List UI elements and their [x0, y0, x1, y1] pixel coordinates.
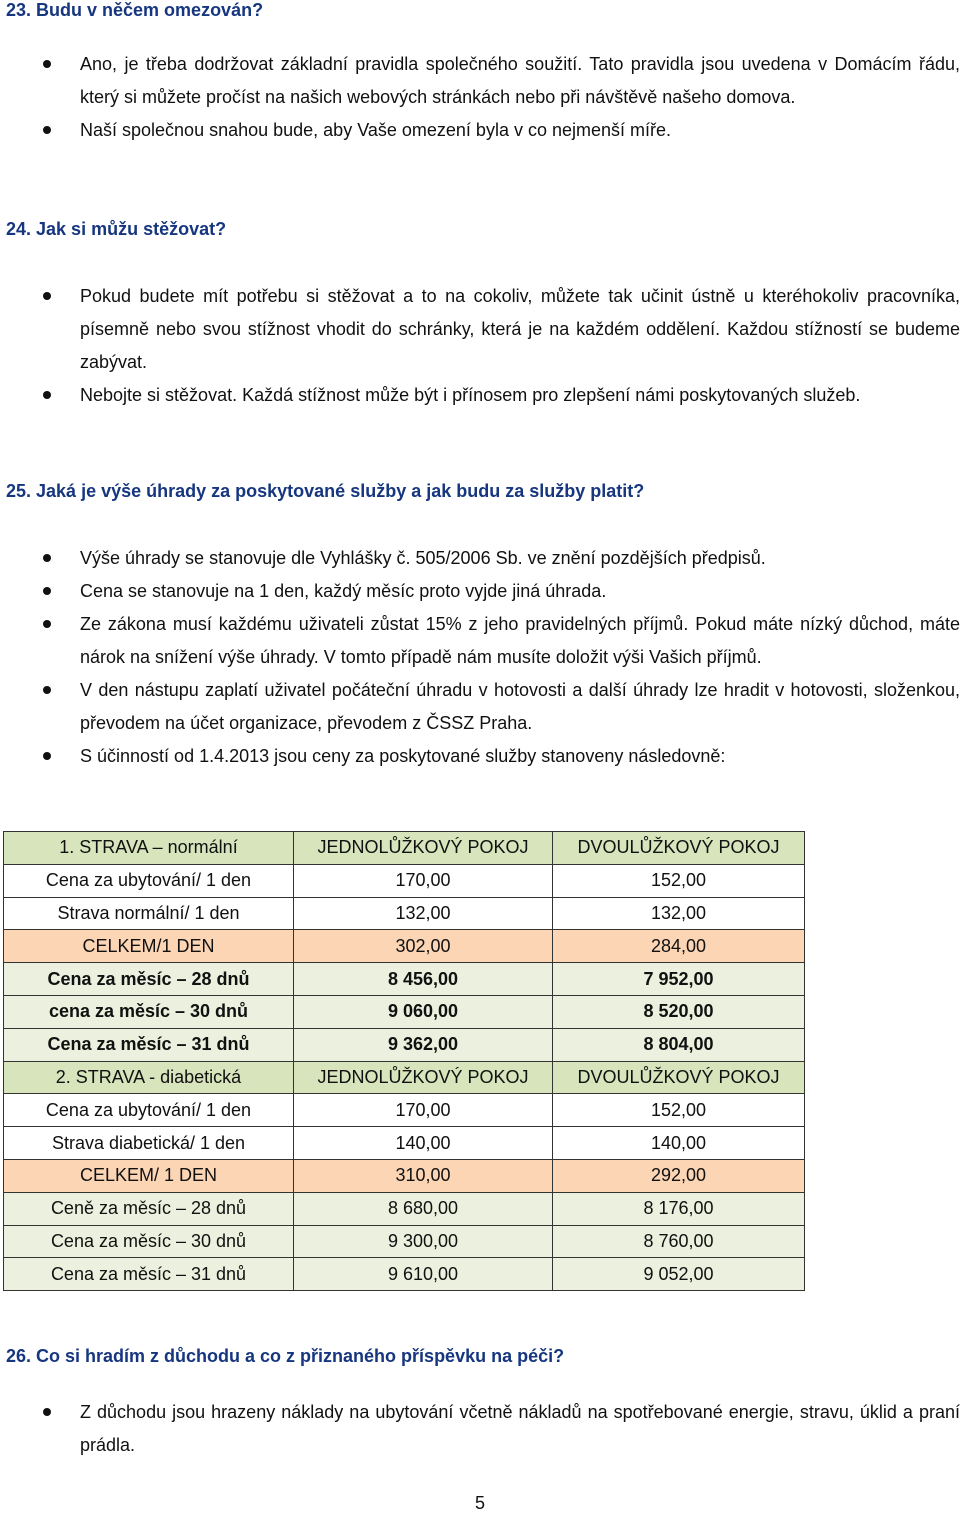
- table-row: [4, 1225, 805, 1258]
- table-cell: CELKEM/ 1 DEN: [4, 1159, 294, 1192]
- bullet-icon: [43, 752, 51, 760]
- table-row: [4, 832, 805, 865]
- table-cell: 132,00: [553, 897, 805, 930]
- list-item: Ze zákona musí každému uživateli zůstat 15% z jeho pravidelných příjmů. Pokud máte nízký důchod, máte nárok na snížení výše úhrady. V tomto případě nám musíte doložit výši Vašich příjmů.: [0, 608, 960, 674]
- table-cell: Cena za měsíc – 28 dnů: [4, 963, 294, 996]
- bullet-icon: [43, 391, 51, 399]
- table-cell: 152,00: [553, 864, 805, 897]
- table-cell: 292,00: [553, 1159, 805, 1192]
- table-cell: Ceně za měsíc – 28 dnů: [4, 1192, 294, 1225]
- list-section-25: [0, 542, 960, 773]
- list-item: Z důchodu jsou hrazeny náklady na ubytování včetně nákladů na spotřebované energie, stravu, úklid a praní prádla.: [0, 1396, 960, 1462]
- heading-section-25: 25. Jaká je výše úhrady za poskytované služby a jak budu za služby platit?: [6, 481, 645, 501]
- bullet-icon: [43, 686, 51, 694]
- list-section-26: [0, 1396, 960, 1462]
- page-number: 5: [474, 1493, 485, 1513]
- list-item: Cena se stanovuje na 1 den, každý měsíc proto vyjde jiná úhrada.: [0, 575, 960, 608]
- bullet-icon: [43, 554, 51, 562]
- table-cell: 1. STRAVA – normální: [4, 832, 294, 865]
- table-cell: 284,00: [553, 930, 805, 963]
- list-section-23: [0, 48, 960, 147]
- list-item: Výše úhrady se stanovuje dle Vyhlášky č. 505/2006 Sb. ve znění pozdějších předpisů.: [0, 542, 960, 575]
- table-cell: 310,00: [294, 1159, 553, 1192]
- table-cell: Cena za ubytování/ 1 den: [4, 1094, 294, 1127]
- table-cell: 8 520,00: [553, 995, 805, 1028]
- bullet-icon: [43, 1408, 51, 1416]
- heading-section-24: 24. Jak si můžu stěžovat?: [6, 219, 227, 239]
- list-item: Naší společnou snahou bude, aby Vaše omezení byla v co nejmenší míře.: [0, 114, 960, 147]
- table-row: [4, 930, 805, 963]
- list-item: Ano, je třeba dodržovat základní pravidla společného soužití. Tato pravidla jsou uvedena v Domácím řádu, který si můžete pročíst na našich webových stránkách nebo při návštěvě našeho domova.: [0, 48, 960, 114]
- table-row: [4, 1094, 805, 1127]
- table-cell: JEDNOLŮŽKOVÝ POKOJ: [294, 1061, 553, 1094]
- list-section-24: [0, 280, 960, 412]
- list-item: S účinností od 1.4.2013 jsou ceny za poskytované služby stanoveny následovně:: [0, 740, 960, 773]
- table-cell: 8 680,00: [294, 1192, 553, 1225]
- list-item: V den nástupu zaplatí uživatel počáteční úhradu v hotovosti a další úhrady lze hradit v hotovosti, složenkou, převodem na účet organizace, převodem z ČSSZ Praha.: [0, 674, 960, 740]
- price-table: [3, 831, 805, 1291]
- list-item: Nebojte si stěžovat. Každá stížnost může být i přínosem pro zlepšení námi poskytovaných služeb.: [0, 379, 960, 412]
- table-row: [4, 1127, 805, 1160]
- table-cell: Cena za měsíc – 31 dnů: [4, 1258, 294, 1291]
- table-cell: cena za měsíc – 30 dnů: [4, 995, 294, 1028]
- table-cell: 7 952,00: [553, 963, 805, 996]
- table-cell: 132,00: [294, 897, 553, 930]
- table-cell: 8 760,00: [553, 1225, 805, 1258]
- table-cell: CELKEM/1 DEN: [4, 930, 294, 963]
- heading-section-26: 26. Co si hradím z důchodu a co z přiznaného příspěvku na péči?: [6, 1346, 565, 1366]
- bullet-icon: [43, 60, 51, 68]
- table-cell: 9 052,00: [553, 1258, 805, 1291]
- table-cell: 9 610,00: [294, 1258, 553, 1291]
- table-cell: 302,00: [294, 930, 553, 963]
- table-row: [4, 1061, 805, 1094]
- table-cell: Strava diabetická/ 1 den: [4, 1127, 294, 1160]
- table-row: [4, 1159, 805, 1192]
- table-row: [4, 1192, 805, 1225]
- table-cell: 140,00: [294, 1127, 553, 1160]
- table-cell: Cena za měsíc – 30 dnů: [4, 1225, 294, 1258]
- list-item: Pokud budete mít potřebu si stěžovat a to na cokoliv, můžete tak učinit ústně u kteréhokoliv pracovníka, písemně nebo svou stížnost vhodit do schránky, která je na každém oddělení. Každou stížností se budeme zabývat.: [0, 280, 960, 379]
- bullet-icon: [43, 587, 51, 595]
- table-cell: 170,00: [294, 864, 553, 897]
- table-row: [4, 864, 805, 897]
- table-cell: 8 456,00: [294, 963, 553, 996]
- bullet-icon: [43, 620, 51, 628]
- bullet-icon: [43, 126, 51, 134]
- table-cell: 9 060,00: [294, 995, 553, 1028]
- table-cell: 9 362,00: [294, 1028, 553, 1061]
- table-cell: 8 176,00: [553, 1192, 805, 1225]
- table-cell: 140,00: [553, 1127, 805, 1160]
- table-cell: 2. STRAVA - diabetická: [4, 1061, 294, 1094]
- table-cell: Cena za ubytování/ 1 den: [4, 864, 294, 897]
- table-row: [4, 1258, 805, 1291]
- table-cell: 170,00: [294, 1094, 553, 1127]
- bullet-icon: [43, 292, 51, 300]
- table-row: [4, 995, 805, 1028]
- table-row: [4, 897, 805, 930]
- table-cell: Strava normální/ 1 den: [4, 897, 294, 930]
- table-cell: DVOULŮŽKOVÝ POKOJ: [553, 1061, 805, 1094]
- table-cell: DVOULŮŽKOVÝ POKOJ: [553, 832, 805, 865]
- table-cell: JEDNOLŮŽKOVÝ POKOJ: [294, 832, 553, 865]
- table-cell: 9 300,00: [294, 1225, 553, 1258]
- table-row: [4, 1028, 805, 1061]
- heading-section-23: 23. Budu v něčem omezován?: [6, 0, 264, 20]
- table-cell: 8 804,00: [553, 1028, 805, 1061]
- table-row: [4, 963, 805, 996]
- table-cell: 152,00: [553, 1094, 805, 1127]
- table-cell: Cena za měsíc – 31 dnů: [4, 1028, 294, 1061]
